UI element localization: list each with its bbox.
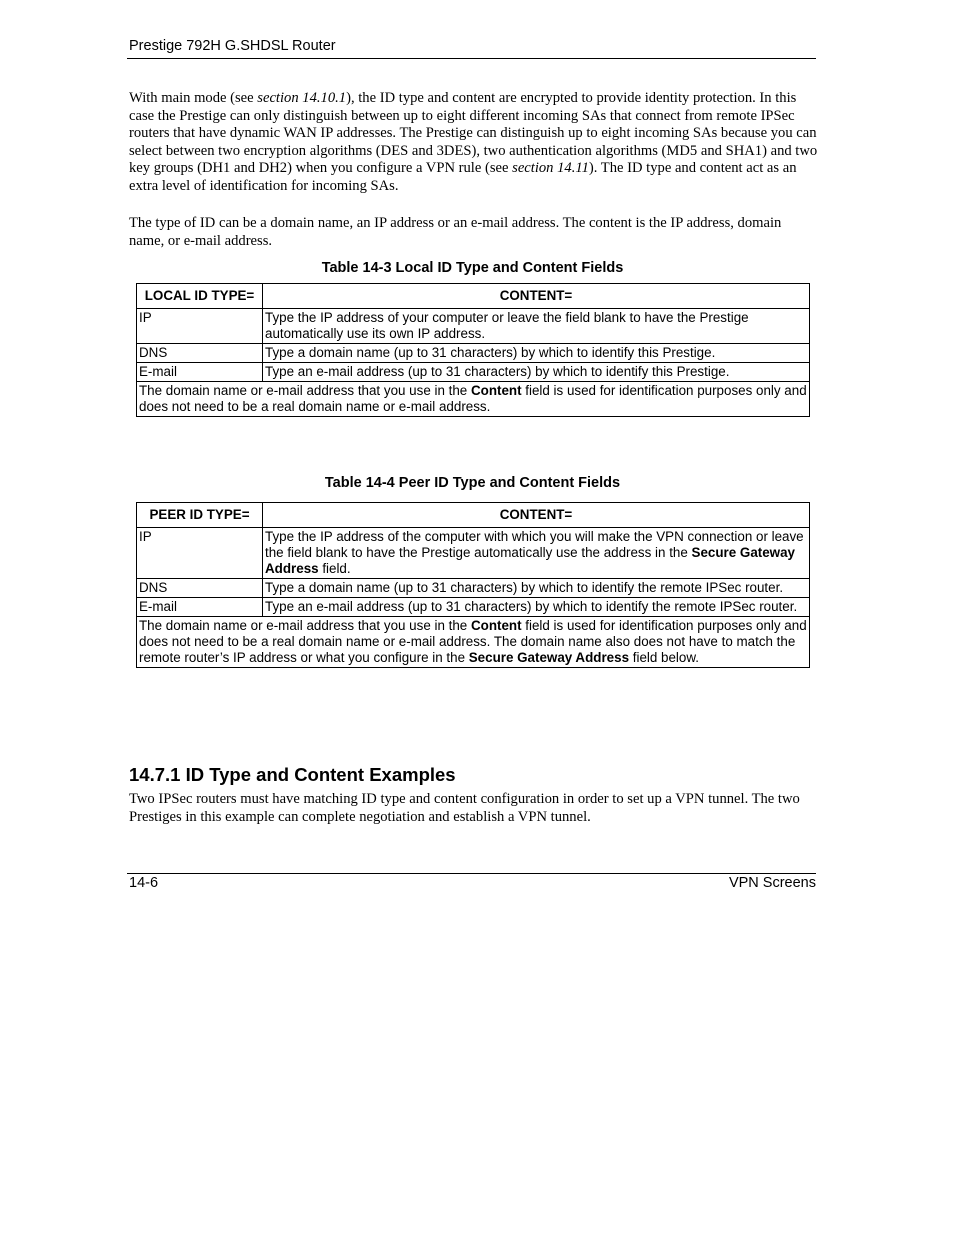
id-type-cell: E-mail	[137, 363, 263, 382]
table-note	[137, 617, 810, 668]
intro-paragraph-2: The type of ID can be a domain name, an IP address or an e-mail address. The content is the IP address, domain name, or e-mail address.	[129, 215, 782, 249]
section-reference: section 14.11	[512, 160, 589, 177]
table-row	[137, 309, 810, 344]
text-run: field.	[318, 561, 351, 576]
table-header-row	[137, 503, 810, 528]
text-run: With main mode (see	[129, 90, 258, 106]
section-body: Two IPSec routers must have matching ID type and content configuration in order to set up a VPN tunnel. The two Prestiges in this example can complete negotiation and establish a VPN tunnel.	[129, 791, 800, 825]
footer-rule	[127, 873, 816, 874]
id-type-cell: IP	[137, 528, 263, 579]
id-type-cell: IP	[137, 309, 263, 344]
table-row	[137, 363, 810, 382]
text-run: The domain name or e-mail address that you use in the	[139, 618, 471, 633]
text-run: ), the ID type and content are encrypted to provide identity protection. In this case the Prestige can only distinguish between up to eight different incoming SAs that connect from remote IPSec routers that have dynamic WAN IP addresses. The Prestige can distinguish up to eight incoming SAs because you can select between two encryption algorithms (DES and 3DES), two authentication algorithms (MD5 and SHA1) and two key groups (DH1 and DH2) when you configure a VPN rule (see	[129, 90, 818, 177]
chapter-title: VPN Screens	[728, 875, 816, 891]
table-caption: Table 14-4 Peer ID Type and Content Fields	[324, 475, 621, 491]
section-heading: 14.7.1 ID Type and Content Examples	[129, 764, 456, 785]
content-cell: Type a domain name (up to 31 characters) by which to identify the remote IPSec router.	[263, 579, 810, 598]
id-type-cell: E-mail	[137, 598, 263, 617]
local-id-table	[136, 283, 810, 417]
running-header: Prestige 792H G.SHDSL Router	[129, 38, 336, 54]
text-run: The domain name or e-mail address that you use in the	[139, 383, 471, 398]
text-run: field below.	[629, 650, 700, 665]
table-caption: Table 14-3 Local ID Type and Content Fields	[321, 260, 624, 276]
column-header: LOCAL ID TYPE=	[137, 284, 263, 309]
intro-paragraph-1	[129, 90, 819, 196]
text-run: ). The ID type and content act as an extra level of identification for incoming SAs.	[129, 160, 797, 194]
content-cell: Type an e-mail address (up to 31 characters) by which to identify the remote IPSec router.	[263, 598, 810, 617]
field-name: Secure Gateway Address	[468, 650, 630, 665]
table-note-row	[137, 617, 810, 668]
page-number: 14-6	[129, 875, 159, 891]
field-name: Secure Gateway Address	[265, 545, 795, 576]
content-cell: Type an e-mail address (up to 31 characters) by which to identify this Prestige.	[263, 363, 810, 382]
content-cell	[263, 528, 810, 579]
peer-id-table	[136, 502, 810, 668]
table-row	[137, 528, 810, 579]
content-cell: Type the IP address of your computer or leave the field blank to have the Prestige automatically use its own IP address.	[263, 309, 810, 344]
table-note-row	[137, 382, 810, 417]
text-run: field is used for identification purposes only and does not need to be a real domain name or e-mail address.	[139, 383, 807, 414]
section-reference: section 14.10.1	[257, 90, 347, 106]
column-header: CONTENT=	[263, 284, 810, 309]
id-type-cell: DNS	[137, 344, 263, 363]
id-type-cell: DNS	[137, 579, 263, 598]
text-run: Type the IP address of the computer with which you will make the VPN connection or leave the field blank to have the Prestige automatically use the address in the	[265, 529, 804, 560]
table-header-row	[137, 284, 810, 309]
content-cell: Type a domain name (up to 31 characters) by which to identify this Prestige.	[263, 344, 810, 363]
table-row	[137, 579, 810, 598]
field-name: Content	[470, 618, 522, 633]
field-name: Content	[470, 383, 522, 398]
text-run: field is used for identification purposes only and does not need to be a real domain name or e-mail address. The domain name also does not have to match the remote router’s IP address or what you configure in the	[139, 618, 807, 665]
table-row	[137, 598, 810, 617]
table-note	[137, 382, 810, 417]
header-rule	[127, 58, 816, 59]
column-header: PEER ID TYPE=	[137, 503, 263, 528]
column-header: CONTENT=	[263, 503, 810, 528]
table-row	[137, 344, 810, 363]
